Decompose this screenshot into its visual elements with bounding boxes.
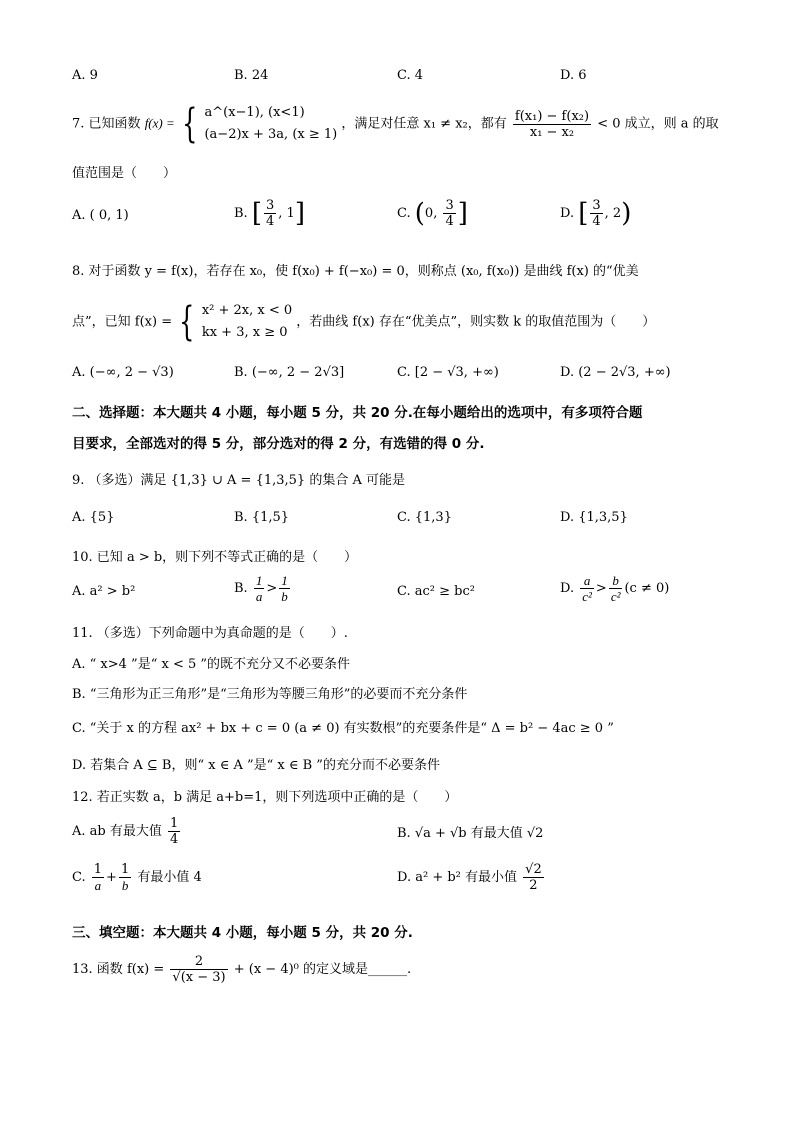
q8-option-a: A. (−∞, 2 − √3) — [72, 365, 174, 380]
q13-fraction — [170, 954, 227, 985]
q12-option-c: C. $\frac{1}{a}$ + $\frac{1}{b}$ 有最小值 4 — [72, 862, 202, 893]
q8-option-b: B. (−∞, 2 − 2√3] — [234, 365, 345, 380]
q11-option-d: D. 若集合 A ⊆ B，则“ x ∈ A ”是“ x ∈ B ”的充分而不必要条件 — [72, 758, 440, 773]
q12-c-tail: 有最小值 4 — [137, 870, 202, 885]
q12-d-num: √2 — [525, 862, 542, 877]
q6-option-a: A. 9 — [72, 68, 98, 83]
q7-d-den: 4 — [592, 214, 601, 229]
q7-frac-den: x₁ − x₂ — [529, 124, 575, 140]
q13-post: + (x − 4)⁰ 的定义域是______. — [233, 962, 412, 977]
q13-num: 2 — [170, 954, 227, 970]
q7-c-pre: 0, — [424, 206, 442, 221]
q7-d-rest: , 2 — [604, 206, 622, 221]
q7-option-c: C. (0, $\frac{3}{4}$ ] — [397, 198, 468, 229]
q8-option-d: D. (2 − 2√3, +∞) — [560, 365, 671, 380]
q10-option-a: A. a² > b² — [72, 584, 136, 599]
q10-option-b: B. $\frac{1}{a}$ > $\frac{1}{b}$ — [234, 573, 288, 604]
section3-heading: 三、填空题：本大题共 4 小题，每小题 5 分，共 20 分. — [72, 925, 413, 941]
q7-stem-line2: 值范围是（ ） — [72, 166, 177, 181]
q10-b-n2: 1 — [281, 573, 288, 588]
q8-stem-line1: 8. 对于函数 y = f(x)，若存在 x₀，使 f(x₀) + f(−x₀) = 0，则称点 (x₀, f(x₀)) 是曲线 f(x) 的“优美 — [72, 264, 639, 279]
q11-option-c: C. “关于 x 的方程 ax² + bx + c = 0 (a ≠ 0) 有实数根”的充要条件是“ Δ = b² − 4ac ≥ 0 ” — [72, 721, 614, 736]
q6-option-c: C. 4 — [397, 68, 424, 83]
q10-option-b-label: B. — [234, 581, 248, 596]
q6-option-b: B. 24 — [234, 68, 269, 83]
q7-frac-num: f(x₁) − f(x₂) — [514, 108, 590, 124]
q7-b-rest: , 1 — [278, 206, 295, 221]
q12-a-pre: A. ab 有最大值 — [72, 824, 162, 839]
q8-stem-line2 — [72, 300, 655, 344]
q12-option-b: B. √a + √b 有最大值 √2 — [397, 826, 544, 841]
q9-stem: 9. （多选）满足 {1,3} ∪ A = {1,3,5} 的集合 A 可能是 — [72, 473, 405, 488]
q8-case-1: x² + 2x, x < 0 — [201, 303, 293, 318]
q10-d-d2: c² — [610, 589, 621, 604]
q7-option-b: B. [ $\frac{3}{4}$ , 1] — [234, 198, 305, 229]
q9-option-a: A. {5} — [72, 510, 115, 525]
q12-d-pre: D. a² + b² 有最小值 — [397, 870, 518, 885]
q7-cases — [204, 102, 337, 146]
q11-option-b: B. “三角形为正三角形”是“三角形为等腰三角形”的必要而不充分条件 — [72, 687, 468, 702]
q11-stem: 11. （多选）下列命题中为真命题的是（ ）. — [72, 626, 348, 641]
q7-c-den: 4 — [445, 214, 454, 229]
q10-b-n1: 1 — [255, 573, 263, 588]
q7-prefix: 7. 已知函数 — [72, 116, 141, 132]
q7-function: f(x) = — [144, 115, 175, 131]
q12-d-den: 2 — [529, 878, 538, 893]
q12-stem: 12. 若正实数 a，b 满足 a+b=1，则下列选项中正确的是（ ） — [72, 790, 458, 805]
q12-option-d — [397, 862, 546, 893]
q7-case-2: (a−2)x + 3a, (x ≥ 1) — [204, 127, 338, 142]
q7-b-num: 3 — [265, 198, 275, 213]
q8-line2-post: ，若曲线 f(x) 存在“优美点”，则实数 k 的取值范围为（ ） — [296, 314, 656, 330]
q10-b-d2: b — [281, 589, 288, 604]
q10-d-rest: (c ≠ 0) — [624, 581, 670, 596]
q10-d-n1: a — [580, 573, 594, 589]
q10-option-d: D. $\frac{a}{\text{c²}}$ > $\frac{b}{\text{c²}}$ (c ≠ 0) — [560, 573, 670, 604]
q11-option-a: A. “ x>4 ”是“ x < 5 ”的既不充分又不必要条件 — [72, 657, 351, 672]
q7-option-a: A. ( 0, 1) — [72, 208, 129, 223]
q7-option-c-label: C. — [397, 206, 411, 221]
q13-den: √(x − 3) — [172, 970, 226, 985]
q8-option-c: C. [2 − √3, +∞) — [397, 365, 499, 380]
q7-brace: { — [181, 101, 198, 147]
q8-brace: { — [179, 299, 195, 345]
q6-option-d: D. 6 — [560, 68, 587, 83]
q7-option-d: D. [ $\frac{3}{4}$ , 2) — [560, 198, 632, 229]
q10-d-d1: c² — [582, 589, 592, 604]
q13-stem — [72, 954, 411, 985]
q12-a-num: 1 — [170, 816, 179, 831]
q7-suffix: < 0 成立，则 a 的取 — [597, 116, 719, 132]
q12-option-a — [72, 816, 182, 847]
q7-b-den: 4 — [265, 214, 275, 229]
q7-c-num: 3 — [445, 198, 454, 213]
q10-option-c: C. ac² ≥ bc² — [397, 584, 475, 599]
q12-a-den: 4 — [170, 832, 179, 847]
q7-fraction — [513, 109, 591, 140]
q9-option-b: B. {1,5} — [234, 510, 290, 525]
q7-stem — [72, 102, 719, 146]
q7-d-num: 3 — [592, 198, 601, 213]
q8-cases — [202, 300, 292, 344]
q10-option-d-label: D. — [560, 581, 575, 596]
section2-heading-line2: 目要求，全部选对的得 5 分，部分选对的得 2 分，有选错的得 0 分. — [72, 436, 485, 452]
q7-option-b-label: B. — [234, 206, 248, 221]
q9-option-c: C. {1,3} — [397, 510, 452, 525]
q7-option-d-label: D. — [560, 206, 575, 221]
section2-heading-line1: 二、选择题：本大题共 4 小题，每小题 5 分，共 20 分.在每小题给出的选项中，有多项符合题 — [72, 405, 643, 421]
q10-b-d1: a — [255, 589, 263, 604]
q8-case-2: kx + 3, x ≥ 0 — [201, 325, 288, 340]
q8-line2-pre: 点”，已知 f(x) = — [72, 314, 173, 330]
q7-case-1: a^(x−1), (x<1) — [204, 105, 305, 120]
q12-c-pre: C. — [72, 870, 86, 885]
q10-d-n2: b — [609, 573, 623, 589]
q7-mid: ，满足对任意 x₁ ≠ x₂，都有 — [341, 116, 507, 132]
q9-option-d: D. {1,3,5} — [560, 510, 628, 525]
q10-stem: 10. 已知 a > b，则下列不等式正确的是（ ） — [72, 550, 358, 565]
q13-pre: 13. 函数 f(x) = — [72, 962, 165, 977]
